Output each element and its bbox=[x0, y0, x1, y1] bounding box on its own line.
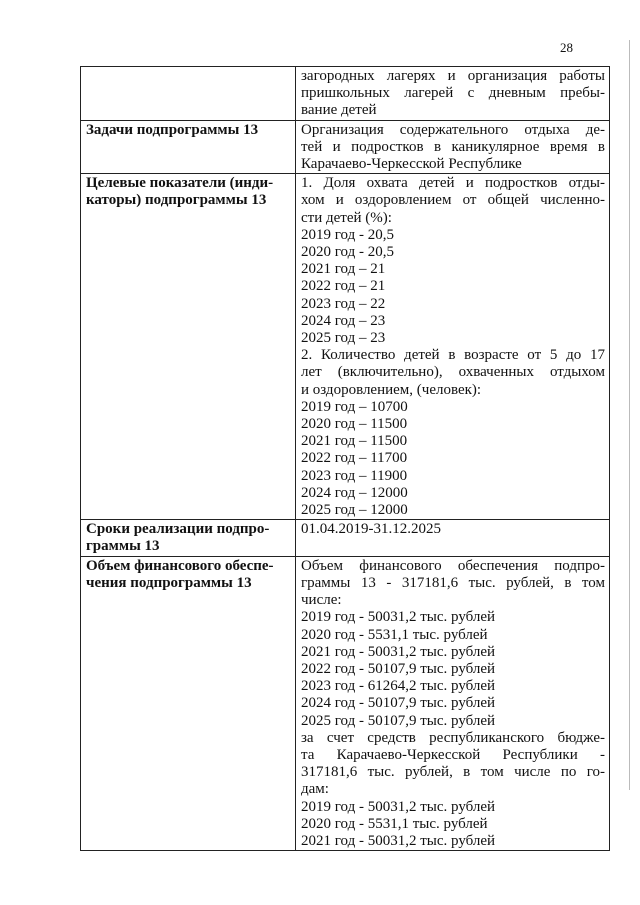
content-line: за счет средств республиканского бюдже- bbox=[301, 729, 605, 746]
row-continuation bbox=[81, 67, 610, 121]
label-line: каторы) подпрограммы 13 bbox=[86, 192, 267, 209]
label-line: Объем финансового обеспе- bbox=[86, 557, 274, 574]
row-tasks bbox=[81, 120, 610, 174]
content-line: 01.04.2019-31.12.2025 bbox=[301, 521, 441, 538]
content-line: 2020 год – 11500 bbox=[301, 416, 408, 433]
row-content-cell bbox=[296, 556, 610, 850]
content-line: 2024 год – 12000 bbox=[301, 484, 408, 501]
content-line: 2025 год – 23 bbox=[301, 330, 386, 347]
content-line: 2022 год – 11700 bbox=[301, 450, 408, 467]
content-line: Организация содержательного отдыха де- bbox=[301, 121, 605, 138]
content-line: 2023 год - 61264,2 тыс. рублей bbox=[301, 678, 496, 695]
row-label-cell bbox=[81, 556, 296, 850]
content-line: вание детей bbox=[301, 102, 377, 119]
content-line: Карачаево-Черкесской Республике bbox=[301, 156, 522, 173]
content-line: 2019 год - 20,5 bbox=[301, 226, 394, 243]
content-line: 2019 год - 50031,2 тыс. рублей bbox=[301, 609, 496, 626]
page-number: 28 bbox=[560, 40, 573, 55]
content-line: 317181,6 тыс. рублей, в том числе по го- bbox=[301, 764, 605, 781]
row-content-cell bbox=[296, 520, 610, 556]
content-line: хом и оздоровлением от общей численно- bbox=[301, 192, 605, 209]
label-line: Сроки реализации подпро- bbox=[86, 521, 270, 538]
content-line: 2022 год - 50107,9 тыс. рублей bbox=[301, 660, 496, 677]
row-target-indicators bbox=[81, 174, 610, 520]
content-line: сти детей (%): bbox=[301, 209, 392, 226]
content-line: пришкольных лагерей с дневным пребы- bbox=[301, 85, 605, 102]
content-line: 2023 год – 22 bbox=[301, 295, 386, 312]
content-line: 2022 год – 21 bbox=[301, 278, 386, 295]
content-line: дам: bbox=[301, 781, 329, 798]
content-line: Объем финансового обеспечения подпро- bbox=[301, 557, 605, 574]
label-line: чения подпрограммы 13 bbox=[86, 574, 252, 591]
content-line: 2025 год - 50107,9 тыс. рублей bbox=[301, 712, 496, 729]
scan-edge-line bbox=[629, 40, 630, 790]
content-line: и оздоровлением, (человек): bbox=[301, 381, 482, 398]
content-line: числе: bbox=[301, 592, 342, 609]
content-line: 2024 год - 50107,9 тыс. рублей bbox=[301, 695, 496, 712]
content-line: 2020 год - 5531,1 тыс. рублей bbox=[301, 626, 488, 643]
content-line: лет (включительно), охваченных отдыхом bbox=[301, 364, 605, 381]
content-line: тей и подростков в каникулярное время в bbox=[301, 138, 605, 155]
subprogram-passport-table bbox=[80, 66, 610, 851]
content-line: 1. Доля охвата детей и подростков отды- bbox=[301, 175, 605, 192]
content-line: 2020 год - 5531,1 тыс. рублей bbox=[301, 815, 488, 832]
row-funding bbox=[81, 556, 610, 850]
content-line: 2023 год – 11900 bbox=[301, 467, 408, 484]
row-content-cell bbox=[296, 67, 610, 121]
content-line: 2021 год – 21 bbox=[301, 261, 386, 278]
row-label-cell bbox=[81, 120, 296, 174]
row-label-cell bbox=[81, 174, 296, 520]
content-line: граммы 13 - 317181,6 тыс. рублей, в том bbox=[301, 574, 605, 591]
content-line: 2021 год - 50031,2 тыс. рублей bbox=[301, 832, 496, 849]
content-line: 2019 год - 50031,2 тыс. рублей bbox=[301, 798, 496, 815]
content-line: 2. Количество детей в возрасте от 5 до 17 bbox=[301, 347, 605, 364]
content-line: 2021 год - 50031,2 тыс. рублей bbox=[301, 643, 496, 660]
content-line: загородных лагерях и организация работы bbox=[301, 68, 605, 84]
content-line: 2024 год – 23 bbox=[301, 312, 386, 329]
content-line: 2021 год – 11500 bbox=[301, 433, 408, 450]
content-line: 2019 год – 10700 bbox=[301, 398, 408, 415]
content-line: 2025 год – 12000 bbox=[301, 502, 408, 519]
label-line: Целевые показатели (инди- bbox=[86, 175, 274, 192]
row-content-cell bbox=[296, 174, 610, 520]
row-implementation-period bbox=[81, 520, 610, 556]
label-line: Задачи подпрограммы 13 bbox=[86, 121, 259, 138]
content-line: 2020 год - 20,5 bbox=[301, 244, 394, 261]
label-line: граммы 13 bbox=[86, 538, 160, 555]
content-line: та Карачаево-Черкесской Республики - bbox=[301, 746, 605, 763]
row-label-cell bbox=[81, 520, 296, 556]
row-label-cell bbox=[81, 67, 296, 121]
row-content-cell bbox=[296, 120, 610, 174]
